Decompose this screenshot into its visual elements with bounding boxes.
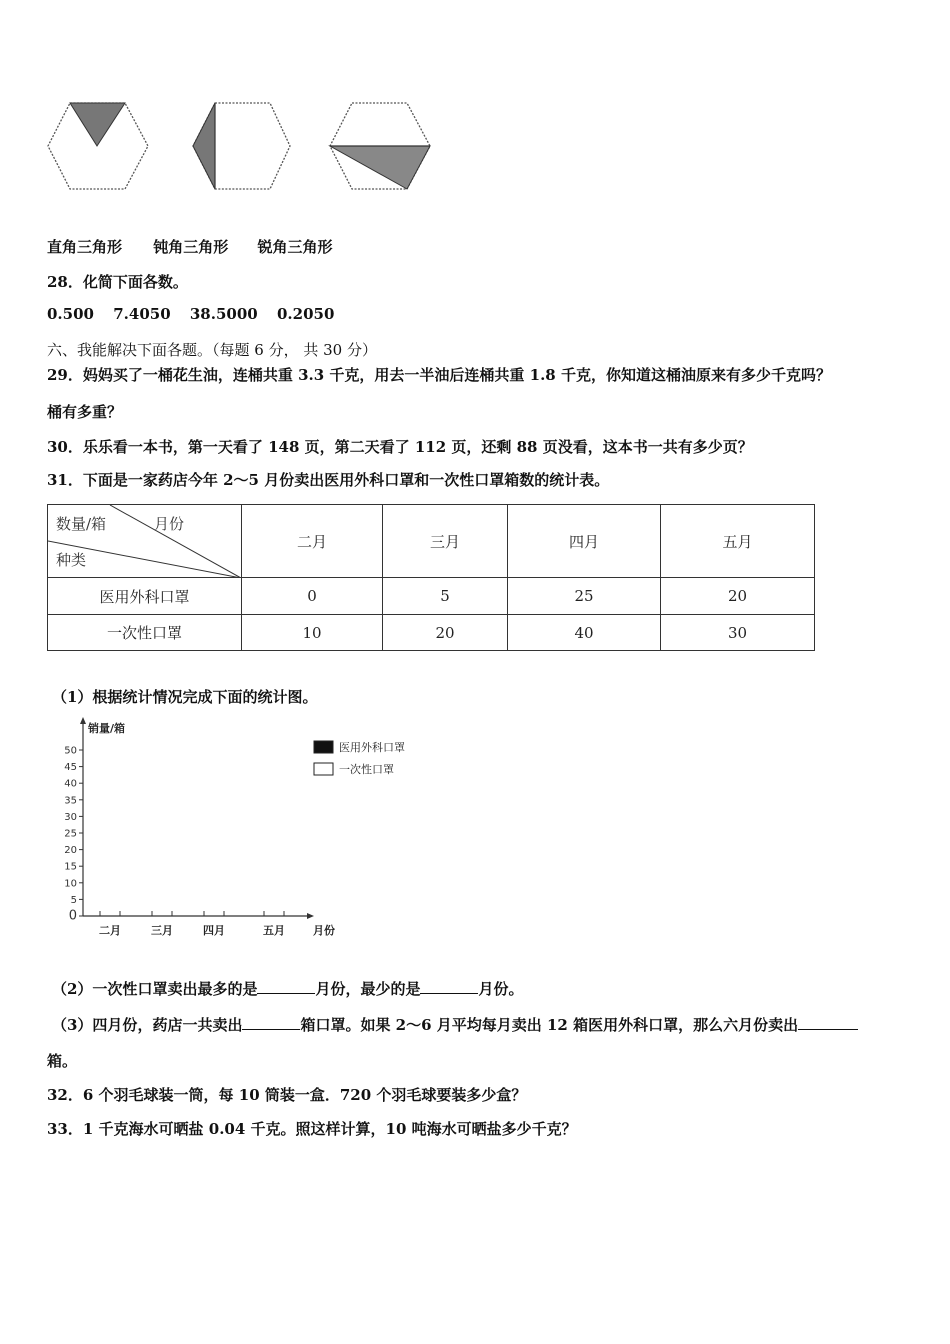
q28-number: 7.4050 [113,305,171,323]
answer-blank[interactable] [257,993,315,994]
y-axis-label: 销量/箱 [88,722,126,735]
y-tick-label: 10 [64,878,77,890]
table-cell: 10 [242,615,383,651]
x-tick-label: 四月 [203,924,225,937]
legend-label: 医用外科口罩 [339,741,405,754]
q28-number: 0.500 [47,305,94,323]
header-type-label: 种类 [56,551,87,569]
y-tick-label: 20 [64,845,77,857]
table-diagonal-header [48,505,242,578]
hexagon-figures [40,95,440,200]
row-label: 一次性口罩 [48,615,242,651]
table-cell: 30 [661,615,815,651]
q31-sub1: （1）根据统计情况完成下面的统计图。 [52,688,318,706]
q28-text: 28．化简下面各数。 [47,273,188,291]
y-tick-label: 35 [64,795,77,807]
q28-number: 0.2050 [276,305,335,323]
x-tick-label: 二月 [99,924,121,937]
hexagon-obtuse-triangle [193,103,290,189]
month-header: 四月 [508,505,661,578]
legend-swatch [314,763,333,775]
table-cell: 40 [508,615,661,651]
table-row [48,615,815,651]
bar-chart [52,712,432,944]
q31-sub3-end: 箱。 [47,1052,78,1070]
table-cell: 25 [508,578,661,615]
answer-blank[interactable] [420,993,478,994]
table-cell: 5 [383,578,508,615]
stats-table [47,504,815,651]
x-tick-label: 三月 [151,924,173,937]
x-axis-label: 月份 [313,924,335,937]
answer-blank[interactable] [242,1029,300,1030]
table-cell: 20 [383,615,508,651]
q31-text: 31．下面是一家药店今年 2～5 月份卖出医用外科口罩和一次性口罩箱数的统计表。 [47,471,610,489]
legend-label: 一次性口罩 [339,763,394,776]
legend-swatch [314,741,333,753]
q28-numbers [47,305,334,323]
triangle-label-acute: 锐角三角形 [257,238,333,256]
y-tick-label: 45 [64,762,77,774]
table-cell: 0 [242,578,383,615]
y-tick-label: 50 [64,745,77,757]
hexagon-acute-triangle [330,103,430,189]
month-header: 五月 [661,505,815,578]
q31-sub3-a: （3）四月份，药店一共卖出 [52,1016,243,1034]
y-tick-label: 15 [64,861,77,873]
y-tick-label: 40 [64,778,77,790]
q31-sub2-c: 月份。 [478,980,524,998]
triangle-label-obtuse: 钝角三角形 [153,238,229,256]
q30-text: 30．乐乐看一本书，第一天看了 148 页，第二天看了 112 页，还剩 88 页没看，这本书一共有多少页？ [47,438,753,456]
triangle-labels [47,236,333,257]
month-header: 二月 [242,505,383,578]
y-tick-label: 25 [64,828,77,840]
q32-text: 32．6 个羽毛球装一筒，每 10 筒装一盒．720 个羽毛球要装多少盒？ [47,1086,527,1104]
y-tick-label: 0 [68,908,77,924]
y-tick-label: 5 [70,894,77,906]
row-label: 医用外科口罩 [48,578,242,615]
x-tick-label: 五月 [263,924,285,937]
q31-sub2 [52,978,523,999]
q28-number: 38.5000 [189,305,258,323]
q31-sub2-a: （2）一次性口罩卖出最多的是 [52,980,258,998]
q31-sub3-b: 箱口罩。如果 2～6 月平均每月卖出 12 箱医用外科口罩，那么六月份卖出 [300,1016,799,1034]
section-6-heading: 六、我能解决下面各题。（每题 6 分， 共 30 分） [47,341,377,359]
x-axis-arrow [307,913,314,919]
table-cell: 20 [661,578,815,615]
header-month-label: 月份 [154,515,185,533]
q33-text: 33．1 千克海水可晒盐 0.04 千克。照这样计算，10 吨海水可晒盐多少千克？ [47,1120,577,1138]
q31-sub2-b: 月份，最少的是 [315,980,421,998]
q31-sub3 [52,1014,858,1035]
header-quantity-label: 数量/箱 [56,515,107,533]
month-header: 三月 [383,505,508,578]
y-axis-arrow [80,717,86,724]
table-row [48,578,815,615]
hexagon-right-triangle [48,103,148,189]
q29-line2: 桶有多重？ [47,403,123,421]
answer-blank[interactable] [798,1029,858,1030]
y-tick-label: 30 [64,811,77,823]
q29-line1: 29．妈妈买了一桶花生油，连桶共重 3.3 千克，用去一半油后连桶共重 1.8 千克，你知道这桶油原来有多少千克吗？ [47,366,831,384]
triangle-label-right: 直角三角形 [47,238,123,256]
